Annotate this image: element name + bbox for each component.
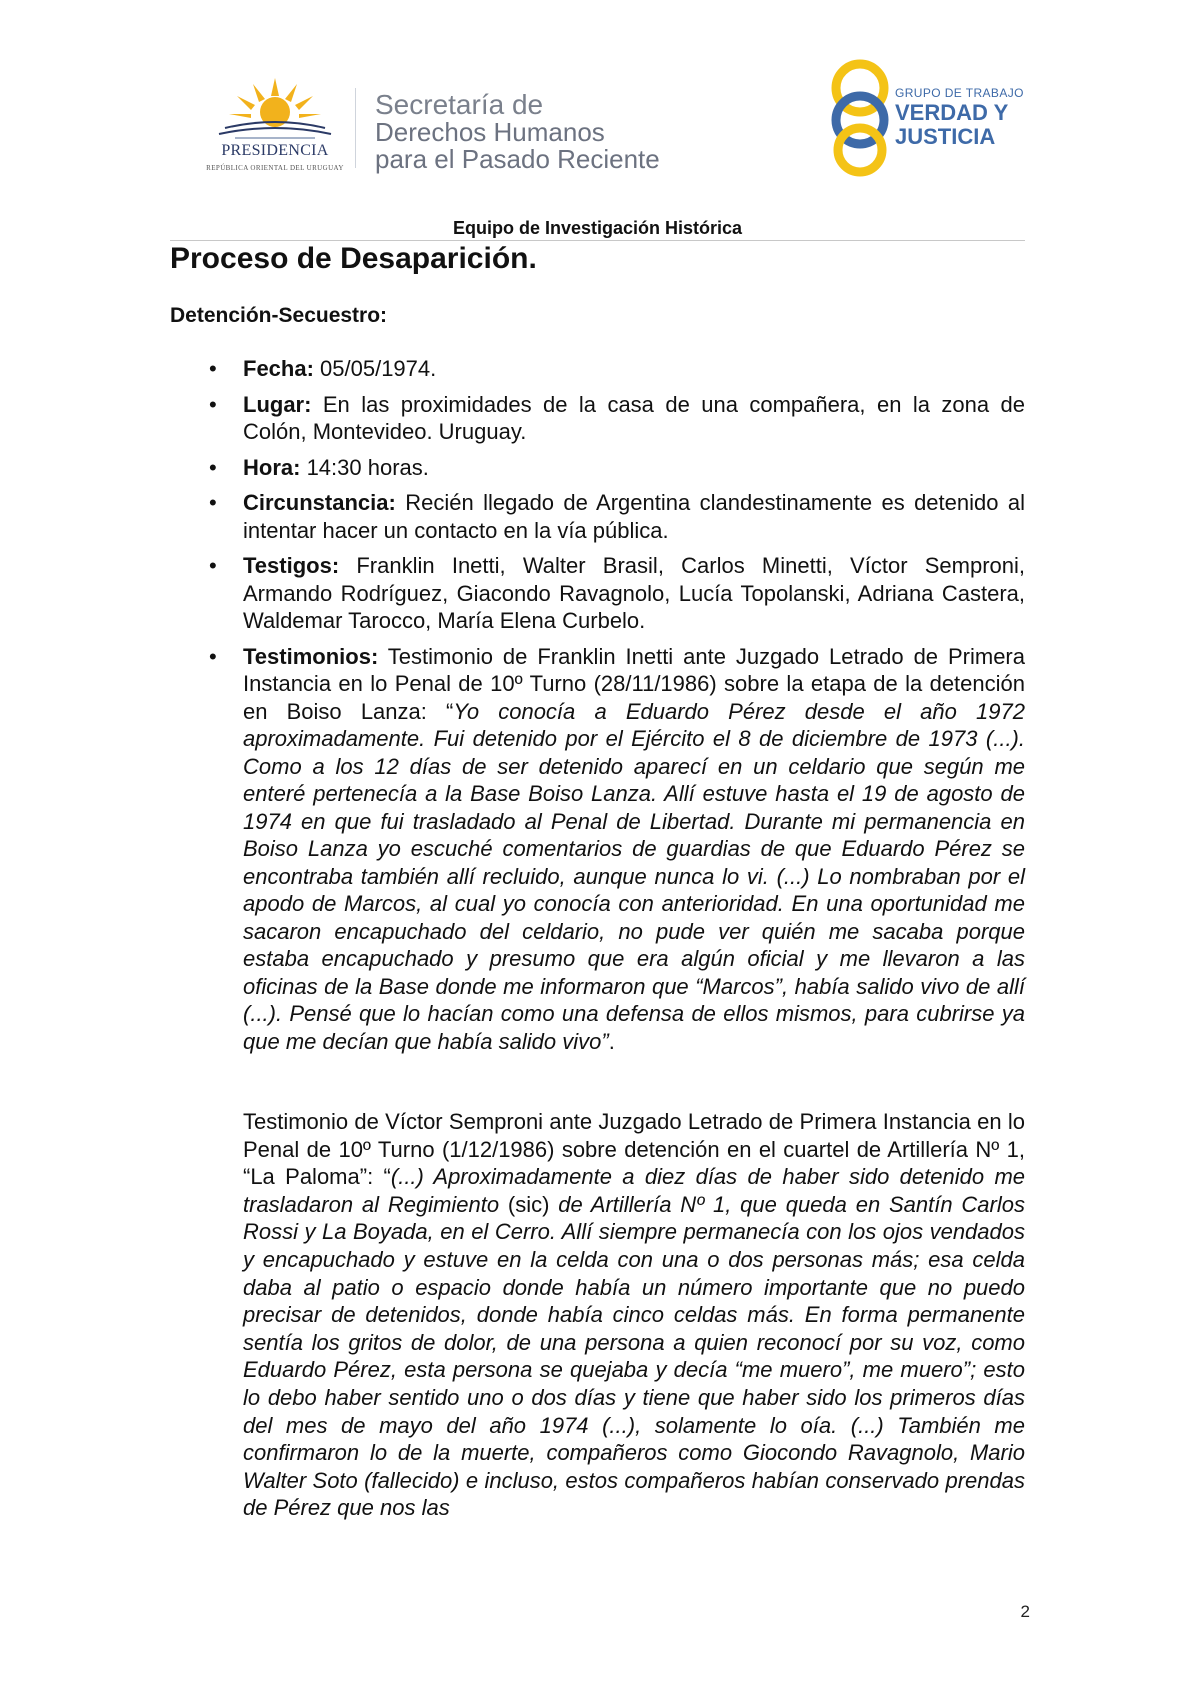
sun-emblem-icon: [195, 78, 355, 144]
item-text: En las proximidades de la casa de una compañera, en la zona de Colón, Montevideo. Uruguay.: [243, 391, 1025, 444]
page-number: 2: [1020, 1602, 1030, 1621]
para-intro: Testimonio de Víctor Semproni ante Juzgado Letrado de Primera Instancia en lo Penal de 10º Turno (1/12/1986) sobre detención en el cuartel de Artillería Nº 1, “La Paloma”: “: [243, 1109, 1025, 1190]
item-label: Circunstancia:: [243, 490, 396, 515]
list-item: [205, 355, 1025, 383]
team-heading: Equipo de Investigación Histórica: [452, 218, 743, 238]
list-item: [205, 643, 1025, 1056]
presidencia-subtitle: REPÚBLICA ORIENTAL DEL URUGUAY: [206, 164, 344, 172]
secretaria-line-3: para el Pasado Reciente: [375, 144, 660, 174]
header-divider: [355, 88, 356, 168]
presidencia-logo: [195, 78, 355, 178]
list-item: [205, 391, 1025, 446]
verdad-label: VERDAD Y: [895, 100, 1009, 125]
header-rule: [170, 240, 1025, 241]
secretaria-line-1: Secretaría de: [375, 89, 544, 120]
para-quote-1: (...) Aproximadamente a diez días de haber sido detenido me trasladaron al Regimiento: [243, 1164, 1026, 1217]
item-text: Franklin Inetti, Walter Brasil, Carlos Minetti, Víctor Semproni, Armando Rodríguez, Giacondo Ravagnolo, Lucía Topolanski, Adriana Castera, Waldemar Tarocco, María Elena Curbelo.: [243, 553, 1025, 633]
page-title: Proceso de Desaparición.: [170, 242, 537, 275]
item-label: Testimonios:: [243, 643, 379, 669]
para-sic: (sic): [499, 1191, 559, 1217]
item-label: Testigos:: [243, 553, 340, 578]
justicia-label: JUSTICIA: [895, 124, 996, 149]
item-label: Fecha:: [243, 356, 314, 381]
item-label: Lugar:: [243, 391, 312, 417]
presidencia-name: PRESIDENCIA: [221, 142, 329, 159]
verdad-justicia-rings-icon: [820, 58, 900, 178]
secretaria-line-2: Derechos Humanos: [375, 117, 605, 147]
testimony-paragraph: [243, 1108, 1025, 1522]
item-text: Recién llegado de Argentina clandestinamente es detenido al intentar hacer un contacto en la vía pública.: [243, 490, 1025, 543]
grupo-trabajo-label: GRUPO DE TRABAJO: [895, 86, 1024, 100]
item-text: Testimonio de Franklin Inetti ante Juzgado Letrado de Primera Instancia en lo Penal de 10º Turno (28/11/1986) sobre la etapa de la detención en Boiso Lanza: “: [243, 643, 1025, 724]
item-text: 05/05/1974.: [313, 356, 437, 381]
list-item: [205, 489, 1025, 544]
detention-details-list: [205, 355, 1025, 1063]
list-item: [205, 552, 1025, 635]
grupo-trabajo-text: [895, 86, 1045, 149]
item-text-end: .: [608, 1028, 615, 1054]
item-label: Hora:: [243, 454, 301, 480]
testimony-quote: Yo conocía a Eduardo Pérez desde el año 1972 aproximadamente. Fui detenido por el Ejército el 8 de diciembre de 1973 (...). Como a los 12 días de ser detenido aparecí en un celdario que según me enteré pertenecía a la Base Boiso Lanza. Allí estuve hasta el 19 de agosto de 1974 en que fui trasladado al Penal de Libertad. Durante mi permanencia en Boiso Lanza yo escuché comentarios de guardias de que Eduardo Pérez se encontraba también allí recluido, aunque nunca lo vi. (...) Lo nombraban por el apodo de Marcos, al cual yo conocía con anterioridad. En una oportunidad me sacaron encapuchado del celdario, no pude ver quién me sacaba porque estaba encapuchado y presumo que era algún oficial y me llevaron a las oficinas de la Base donde me informaron que “Marcos”, había salido vivo de allí (...). Pensé que lo hacían como una defensa de ellos mismos, para cubrirse ya que me decían que había salido vivo”: [243, 698, 1025, 1054]
secretaria-logo-text: [375, 90, 705, 173]
page-header: [0, 0, 1191, 215]
item-text: 14:30 horas.: [300, 454, 429, 480]
list-item: [205, 454, 1025, 482]
para-quote-2: de Artillería Nº 1, que queda en Santín Carlos Rossi y La Boyada, en el Cerro. Allí siempre permanecía con los ojos vendados y encapuchado y estuve en la celda con una o dos personas más; esa celda daba al patio o espacio donde había un número importante que no puedo precisar de detenidos, donde había cinco celdas más. En forma permanente sentía los gritos de dolor, de una persona a quien reconocí por su voz, como Eduardo Pérez, esta persona se quejaba y decía “me muero”, me muero”; esto lo debo haber sentido uno o dos días y tiene que haber sido los primeros días del mes de mayo del año 1974 (...), solamente lo oía. (...) También me confirmaron lo de la muerte, compañeros como Giocondo Ravagnolo, Mario Walter Soto (fallecido) e incluso, estos compañeros habían conservado prendas de Pérez que nos las: [243, 1191, 1025, 1521]
section-subtitle: Detención-Secuestro:: [170, 304, 388, 327]
